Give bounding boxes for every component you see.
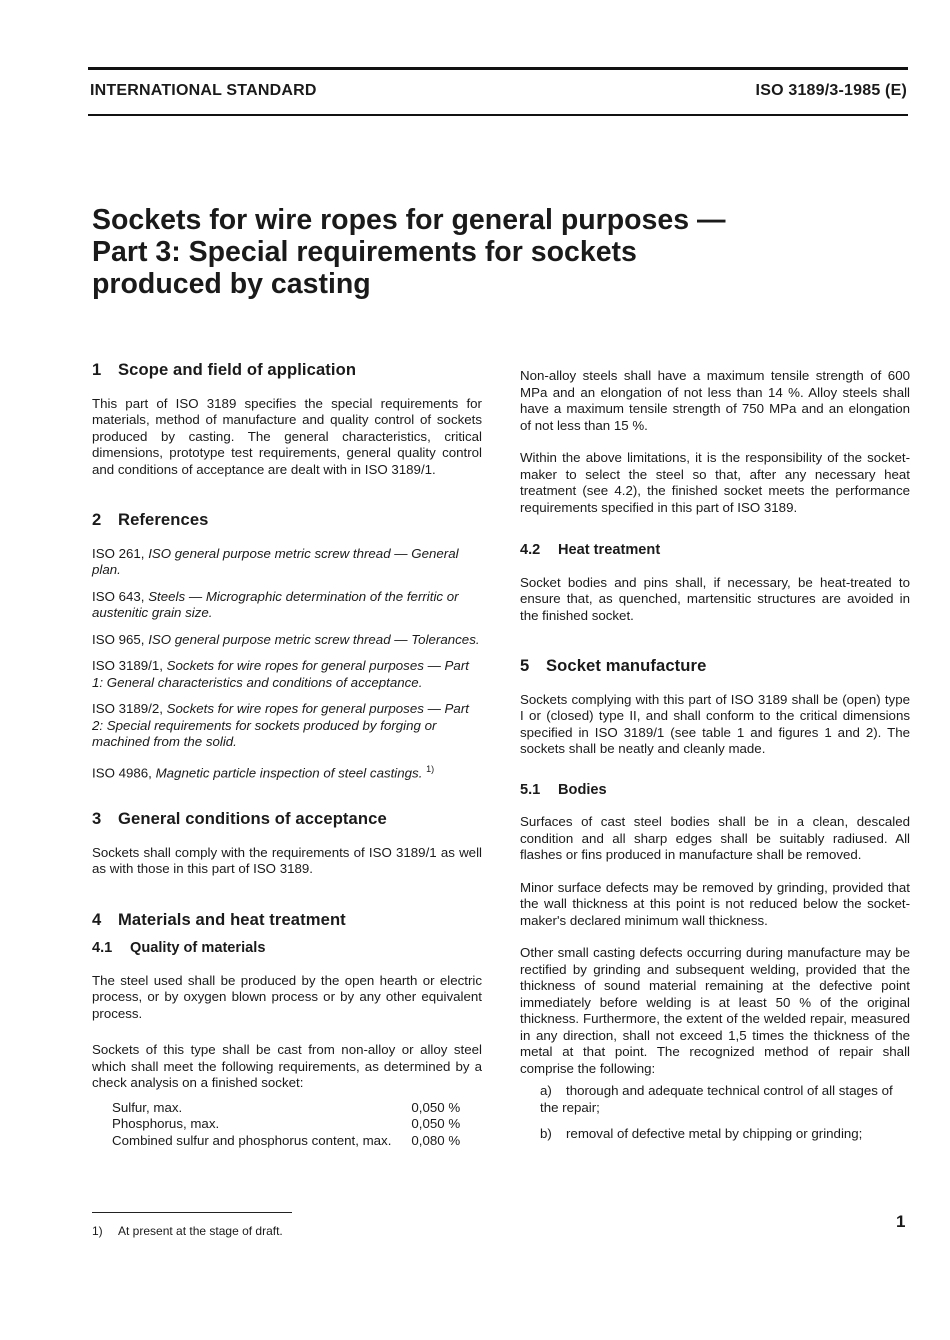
section-4-1-paragraph-3: Non-alloy steels shall have a maximum tensile strength of 600 MPa and an elongation of not less than 14 %. Alloy steels shall have a maximum tensile strength of 750 MPa and an elongation of not less than 15 %. bbox=[520, 368, 910, 433]
section-5-heading: 5 Socket manufacture bbox=[520, 656, 707, 675]
header-document-id: ISO 3189/3-1985 (E) bbox=[755, 82, 907, 99]
section-4-1-heading: 4.1 Quality of materials bbox=[92, 940, 266, 957]
section-4-2-paragraph: Socket bodies and pins shall, if necessary, be heat-treated to ensure that, as quenched, martensitic structures are avoided in the finished socket. bbox=[520, 574, 910, 623]
table-row: Combined sulfur and phosphorus content, max. 0,080 % bbox=[112, 1132, 461, 1148]
header-bottom-rule bbox=[88, 114, 908, 116]
section-5-1-heading: 5.1 Bodies bbox=[520, 781, 607, 798]
page-number: 1 bbox=[896, 1212, 906, 1231]
reference-item: ISO 643, Steels — Micrographic determination of the ferritic or austenitic grain size. bbox=[92, 588, 459, 620]
table-row: Sulfur, max. 0,050 % bbox=[112, 1099, 461, 1115]
reference-item: ISO 3189/1, Sockets for wire ropes for general purposes — Part 1: General characteristics and conditions of acceptance. bbox=[92, 658, 469, 690]
reference-item: ISO 965, ISO general purpose metric screw thread — Tolerances. bbox=[92, 631, 480, 647]
title-line-2: Part 3: Special requirements for sockets bbox=[92, 236, 637, 268]
footnote-rule bbox=[92, 1212, 292, 1213]
header-standard-label: INTERNATIONAL STANDARD bbox=[90, 82, 317, 99]
title-line-3: produced by casting bbox=[92, 268, 371, 300]
section-5-1-paragraph-1: Surfaces of cast steel bodies shall be in a clean, descaled condition and all sharp edges shall be suitably radiused. All flashes or fins produced in manufacture shall be removed. bbox=[520, 814, 910, 862]
document-title bbox=[92, 204, 872, 300]
section-4-1-paragraph-1: The steel used shall be produced by the open hearth or electric process, or by oxygen blown process or by any other equivalent process. bbox=[92, 972, 482, 1021]
table-row: Phosphorus, max. 0,050 % bbox=[112, 1116, 461, 1132]
list-item: b) removal of defective metal by chipping or grinding; bbox=[540, 1126, 863, 1141]
section-4-1-paragraph-2: Sockets of this type shall be cast from non-alloy or alloy steel which shall meet the following requirements, as determined by a check analysis on a finished socket: bbox=[92, 1042, 482, 1091]
list-item: a) thorough and adequate technical control of all stages of the repair; bbox=[540, 1083, 893, 1115]
section-1-heading: 1 Scope and field of application bbox=[92, 360, 357, 379]
section-4-heading: 4 Materials and heat treatment bbox=[92, 909, 346, 929]
section-5-1-paragraph-2: Minor surface defects may be removed by grinding, provided that the wall thickness at this point is not reduced below the socket-maker's declared minimum wall thickness. bbox=[520, 879, 910, 928]
header-top-rule bbox=[88, 67, 908, 70]
section-5-paragraph: Sockets complying with this part of ISO 3189 shall be (open) type I or (closed) type II, and shall conform to the critical dimensions specified in ISO 3189/1 (see table 1 and figures 1 and 2). The sockets shall be neatly and cleanly made. bbox=[520, 691, 910, 756]
title-line-1: Sockets for wire ropes for general purposes — bbox=[92, 204, 726, 236]
reference-item: ISO 4986, Magnetic particle inspection of steel castings. $^{1)}$ bbox=[92, 763, 435, 780]
section-5-1-paragraph-3: Other small casting defects occurring during manufacture may be rectified by grinding and subsequent welding, provided that the thickness of sound material remaining at the defective point immediately before welding is at least 50 % of the original thickness. Furthermore, the extent of the welded repair, measured in any direction, shall not exceed 1,5 times the thickness of the metal at that point. The recognized method of repair shall comprise the following: bbox=[520, 945, 910, 1076]
footnote: 1) At present at the stage of draft. bbox=[92, 1224, 283, 1238]
section-4-1-paragraph-4: Within the above limitations, it is the responsibility of the socket-maker to select the steel so that, after any necessary heat treatment (see 4.2), the finished socket meets the performance requirements specified in this part of ISO 3189. bbox=[520, 450, 910, 515]
left-column bbox=[92, 362, 482, 1149]
references-list bbox=[92, 546, 482, 782]
reference-item: ISO 3189/2, Sockets for wire ropes for general purposes — Part 2: Special requirements for sockets produced by forging or machined from the solid. bbox=[92, 701, 469, 749]
footnote-ref: 1) bbox=[426, 763, 435, 774]
section-4-2-heading: 4.2 Heat treatment bbox=[520, 542, 661, 558]
section-1-paragraph: This part of ISO 3189 specifies the special requirements for materials, method of manufacture and quality control of sockets produced by casting. The general characteristics, critical dimensions, prototype test requirements, general quality control and conditions of acceptance are dealt with in ISO 3189/1. bbox=[92, 395, 482, 477]
section-2-heading: 2 References bbox=[92, 510, 209, 529]
reference-item: ISO 261, ISO general purpose metric screw thread — General plan. bbox=[92, 545, 459, 577]
composition-table bbox=[112, 1100, 460, 1150]
section-3-paragraph: Sockets shall comply with the requirements of ISO 3189/1 as well as with those in this part of ISO 3189. bbox=[92, 844, 482, 877]
section-3-heading: 3 General conditions of acceptance bbox=[92, 809, 387, 829]
right-column bbox=[520, 368, 910, 1153]
